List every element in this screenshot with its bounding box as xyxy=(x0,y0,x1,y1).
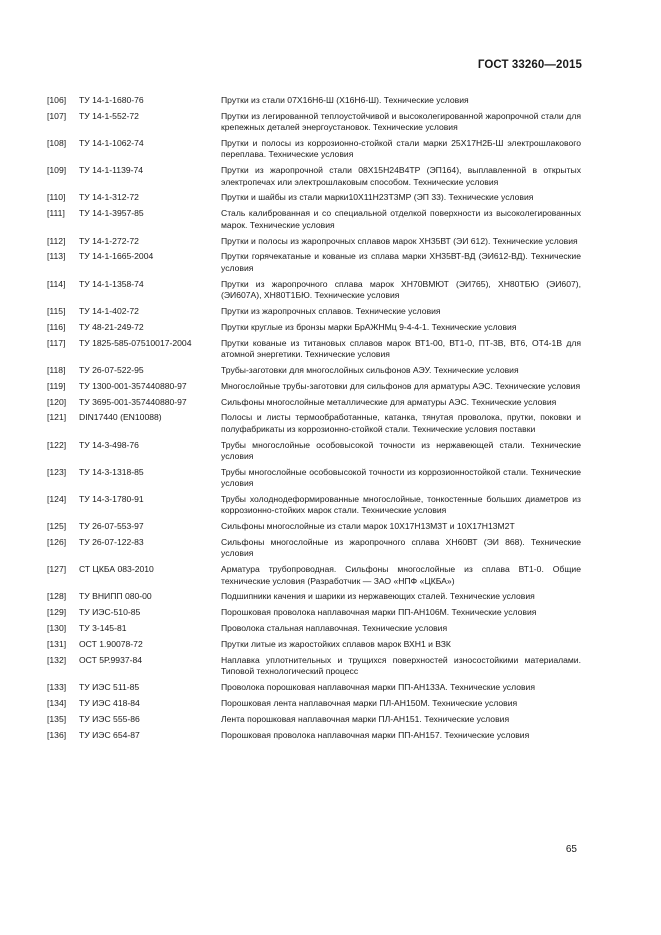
reference-title: Прутки из жаропрочных сплавов. Технические условия xyxy=(221,305,441,316)
reference-code: СТ ЦКБА 083-2010 xyxy=(79,564,154,575)
reference-code: ТУ 14-1-312-72 xyxy=(79,192,139,203)
reference-entry xyxy=(0,714,661,725)
reference-entry xyxy=(0,192,661,203)
reference-code: ТУ 26-07-122-83 xyxy=(79,537,144,548)
reference-title: Прутки и полосы из коррозионно-стойкой стали марки 25Х17Н2Б-Ш электрошлакового переплава. Технические условия xyxy=(221,138,581,160)
reference-entry xyxy=(0,279,661,302)
reference-number: [115] xyxy=(47,305,66,316)
reference-entry xyxy=(0,111,661,134)
reference-entry xyxy=(0,591,661,602)
reference-number: [119] xyxy=(47,380,66,391)
reference-entry xyxy=(0,607,661,618)
reference-code: ТУ 48-21-249-72 xyxy=(79,321,144,332)
reference-entry xyxy=(0,236,661,247)
reference-number: [120] xyxy=(47,396,67,407)
page-number: 65 xyxy=(565,844,577,855)
reference-number: [134] xyxy=(47,698,67,709)
reference-entry xyxy=(0,208,661,231)
reference-code: ТУ 14-1-1665-2004 xyxy=(79,251,154,262)
reference-number: [113] xyxy=(47,251,66,262)
reference-code: ОСТ 1.90078-72 xyxy=(79,639,143,650)
reference-number: [114] xyxy=(47,278,66,289)
reference-number: [127] xyxy=(47,564,67,575)
reference-entry xyxy=(0,655,661,678)
reference-code: ОСТ 5Р.9937-84 xyxy=(79,655,143,666)
reference-title: Трубы многослойные особовысокой точности из нержавеющей стали. Технические условия xyxy=(221,439,581,461)
reference-code: ТУ 3695-001-357440880-97 xyxy=(79,396,187,407)
reference-number: [112] xyxy=(47,235,66,246)
reference-entry xyxy=(0,138,661,161)
reference-title: Лента порошковая наплавочная марки ПЛ-АН151. Технические условия xyxy=(221,713,510,724)
reference-title: Порошковая проволока наплавочная марки ПП-АН106М. Технические условия xyxy=(221,607,537,618)
reference-code: ТУ 14-3-1318-85 xyxy=(79,466,144,477)
reference-entry xyxy=(0,322,661,333)
reference-entry xyxy=(0,95,661,106)
reference-number: [129] xyxy=(47,607,67,618)
reference-entry xyxy=(0,412,661,435)
reference-code: ТУ 14-1-272-72 xyxy=(79,235,139,246)
reference-entry xyxy=(0,338,661,361)
reference-number: [109] xyxy=(47,165,67,176)
reference-entry xyxy=(0,381,661,392)
reference-code: ТУ 14-1-1062-74 xyxy=(79,138,144,149)
reference-title: Прутки литые из жаростойких сплавов марок ВХН1 и ВЗК xyxy=(221,639,451,650)
reference-entry xyxy=(0,165,661,188)
reference-title: Прутки горячекатаные и кованые из сплава марки ХН35ВТ-ВД (ЭИ612-ВД). Технические условия xyxy=(221,251,581,273)
reference-code: ТУ ИЭС 418-84 xyxy=(79,698,140,709)
reference-title: Прутки из жаропрочного сплава марок ХН70ВМЮТ (ЭИ765), ХН80ТБЮ (ЭИ607), (ЭИ607А), ХН80Т1БЮ. Технические условия xyxy=(221,278,581,300)
reference-code: ТУ 14-1-1680-76 xyxy=(79,95,144,105)
reference-entry xyxy=(0,564,661,587)
reference-code: ТУ ИЭС 654-87 xyxy=(79,729,140,740)
reference-code: ТУ 14-1-3957-85 xyxy=(79,208,144,219)
reference-entry xyxy=(0,494,661,517)
reference-title: Трубы многослойные особовысокой точности из коррозионностойкой стали. Технические условия xyxy=(221,466,581,489)
reference-number: [108] xyxy=(47,138,67,149)
reference-number: [132] xyxy=(47,655,67,666)
reference-code: ТУ 14-3-498-76 xyxy=(79,439,139,450)
reference-title: Порошковая лента наплавочная марки ПЛ-АН150М. Технические условия xyxy=(221,698,518,709)
reference-title: Прутки круглые из бронзы марки БрАЖНМц 9-4-4-1. Технические условия xyxy=(221,321,517,332)
reference-entry xyxy=(0,639,661,650)
reference-title: Прутки кованые из титановых сплавов марок ВТ1-00, ВТ1-0, ПТ-3В, ВТ6, ОТ4-1В для атомной энергетики. Технические условия xyxy=(221,337,581,359)
reference-title: Полосы и листы термообработанные, катанка, тянутая проволока, прутки, поковки и полуфабрикаты из коррозионно-стойкой стали. Технические условия поставки xyxy=(221,412,581,434)
reference-code: ТУ ИЭС 555-86 xyxy=(79,713,140,724)
reference-code: ТУ ИЭС-510-85 xyxy=(79,607,141,618)
reference-number: [135] xyxy=(47,713,67,724)
reference-entry xyxy=(0,467,661,490)
reference-title: Подшипники качения и шарики из нержавеющих сталей. Технические условия xyxy=(221,591,535,602)
reference-entry xyxy=(0,440,661,463)
reference-entry xyxy=(0,521,661,532)
standard-header: ГОСТ 33260—2015 xyxy=(477,59,582,71)
reference-number: [110] xyxy=(47,192,66,203)
reference-entry xyxy=(0,623,661,634)
reference-number: [136] xyxy=(47,729,67,740)
reference-title: Проволока стальная наплавочная. Технические условия xyxy=(221,623,448,634)
reference-title: Прутки и шайбы из стали марки10Х11Н23Т3МР (ЭП 33). Технические условия xyxy=(221,192,534,203)
reference-number: [118] xyxy=(47,364,66,375)
reference-title: Сильфоны многослойные из стали марок 10Х17Н13М3Т и 10Х17Н13М2Т xyxy=(221,521,515,532)
reference-entry xyxy=(0,251,661,274)
reference-title: Сильфоны многослойные металлические для арматуры АЭС. Технические условия xyxy=(221,396,557,407)
reference-entry xyxy=(0,682,661,693)
reference-code: DIN17440 (EN10088) xyxy=(79,412,162,423)
reference-number: [124] xyxy=(47,494,67,504)
reference-code: ТУ 1300-001-357440880-97 xyxy=(79,380,187,391)
reference-code: ТУ 3-145-81 xyxy=(79,623,127,634)
reference-title: Прутки из стали 07Х16Н6-Ш (Х16Н6-Ш). Технические условия xyxy=(221,95,469,105)
reference-code: ТУ ИЭС 511-85 xyxy=(79,682,140,693)
reference-entry xyxy=(0,397,661,408)
reference-title: Арматура трубопроводная. Сильфоны многослойные из сплава ВТ1-0. Общие технические условия (Разработчик — ЗАО «НПФ «ЦКБА») xyxy=(221,564,581,586)
reference-number: [122] xyxy=(47,439,67,450)
reference-entry xyxy=(0,537,661,560)
reference-title: Сильфоны многослойные из жаропрочного сплава ХН60ВТ (ЭИ 868). Технические условия xyxy=(221,537,581,559)
reference-code: ТУ ВНИПП 080-00 xyxy=(79,591,152,602)
reference-entry xyxy=(0,698,661,709)
reference-entry xyxy=(0,306,661,317)
reference-number: [111] xyxy=(47,208,65,219)
reference-code: ТУ 14-1-1139-74 xyxy=(79,165,144,176)
reference-title: Трубы холоднодеформированные многослойные, тонкостенные больших диаметров из коррозионно-стойких марок стали. Технические условия xyxy=(221,494,581,516)
reference-number: [126] xyxy=(47,537,67,548)
reference-code: ТУ 14-3-1780-91 xyxy=(79,494,144,504)
reference-number: [107] xyxy=(47,110,67,121)
reference-number: [121] xyxy=(47,412,67,423)
reference-number: [131] xyxy=(47,639,67,650)
reference-title: Многослойные трубы-заготовки для сильфонов для арматуры АЭС. Технические условия xyxy=(221,380,581,391)
reference-code: ТУ 1825-585-07510017-2004 xyxy=(79,337,192,348)
reference-title: Прутки из легированной теплоустойчивой и высоколегированной жаропрочной стали для крепежных деталей энергоустановок. Технические условия xyxy=(221,110,581,133)
reference-number: [133] xyxy=(47,682,67,693)
reference-number: [106] xyxy=(47,95,67,105)
reference-number: [125] xyxy=(47,521,67,532)
reference-title: Порошковая проволока наплавочная марки ПП-АН157. Технические условия xyxy=(221,729,530,740)
reference-number: [116] xyxy=(47,321,66,332)
reference-code: ТУ 14-1-552-72 xyxy=(79,110,139,121)
reference-list xyxy=(0,95,661,746)
reference-title: Наплавка уплотнительных и трущихся поверхностей износостойкими материалами. Типовой технологический процесс xyxy=(221,655,581,677)
reference-entry xyxy=(0,730,661,741)
reference-title: Проволока порошковая наплавочная марки ПП-АН133А. Технические условия xyxy=(221,682,535,693)
reference-title: Сталь калиброванная и со специальной отделкой поверхности из высоколегированных марок. Технические условия xyxy=(221,208,581,230)
reference-title: Прутки и полосы из жаропрочных сплавов марок ХН35ВТ (ЭИ 612). Технические условия xyxy=(221,235,578,246)
reference-number: [128] xyxy=(47,591,67,602)
reference-code: ТУ 26-07-522-95 xyxy=(79,364,144,375)
reference-number: [117] xyxy=(47,337,66,348)
reference-number: [130] xyxy=(47,623,67,634)
reference-code: ТУ 26-07-553-97 xyxy=(79,521,144,532)
reference-title: Прутки из жаропрочной стали 08Х15Н24В4ТР (ЭП164), выплавленной в открытых электропечах или электрошлаковым способом. Технические условия xyxy=(221,165,581,187)
reference-entry xyxy=(0,365,661,376)
reference-code: ТУ 14-1-402-72 xyxy=(79,305,139,316)
reference-code: ТУ 14-1-1358-74 xyxy=(79,278,144,289)
reference-number: [123] xyxy=(47,466,67,477)
reference-title: Трубы-заготовки для многослойных сильфонов АЭУ. Технические условия xyxy=(221,364,519,375)
